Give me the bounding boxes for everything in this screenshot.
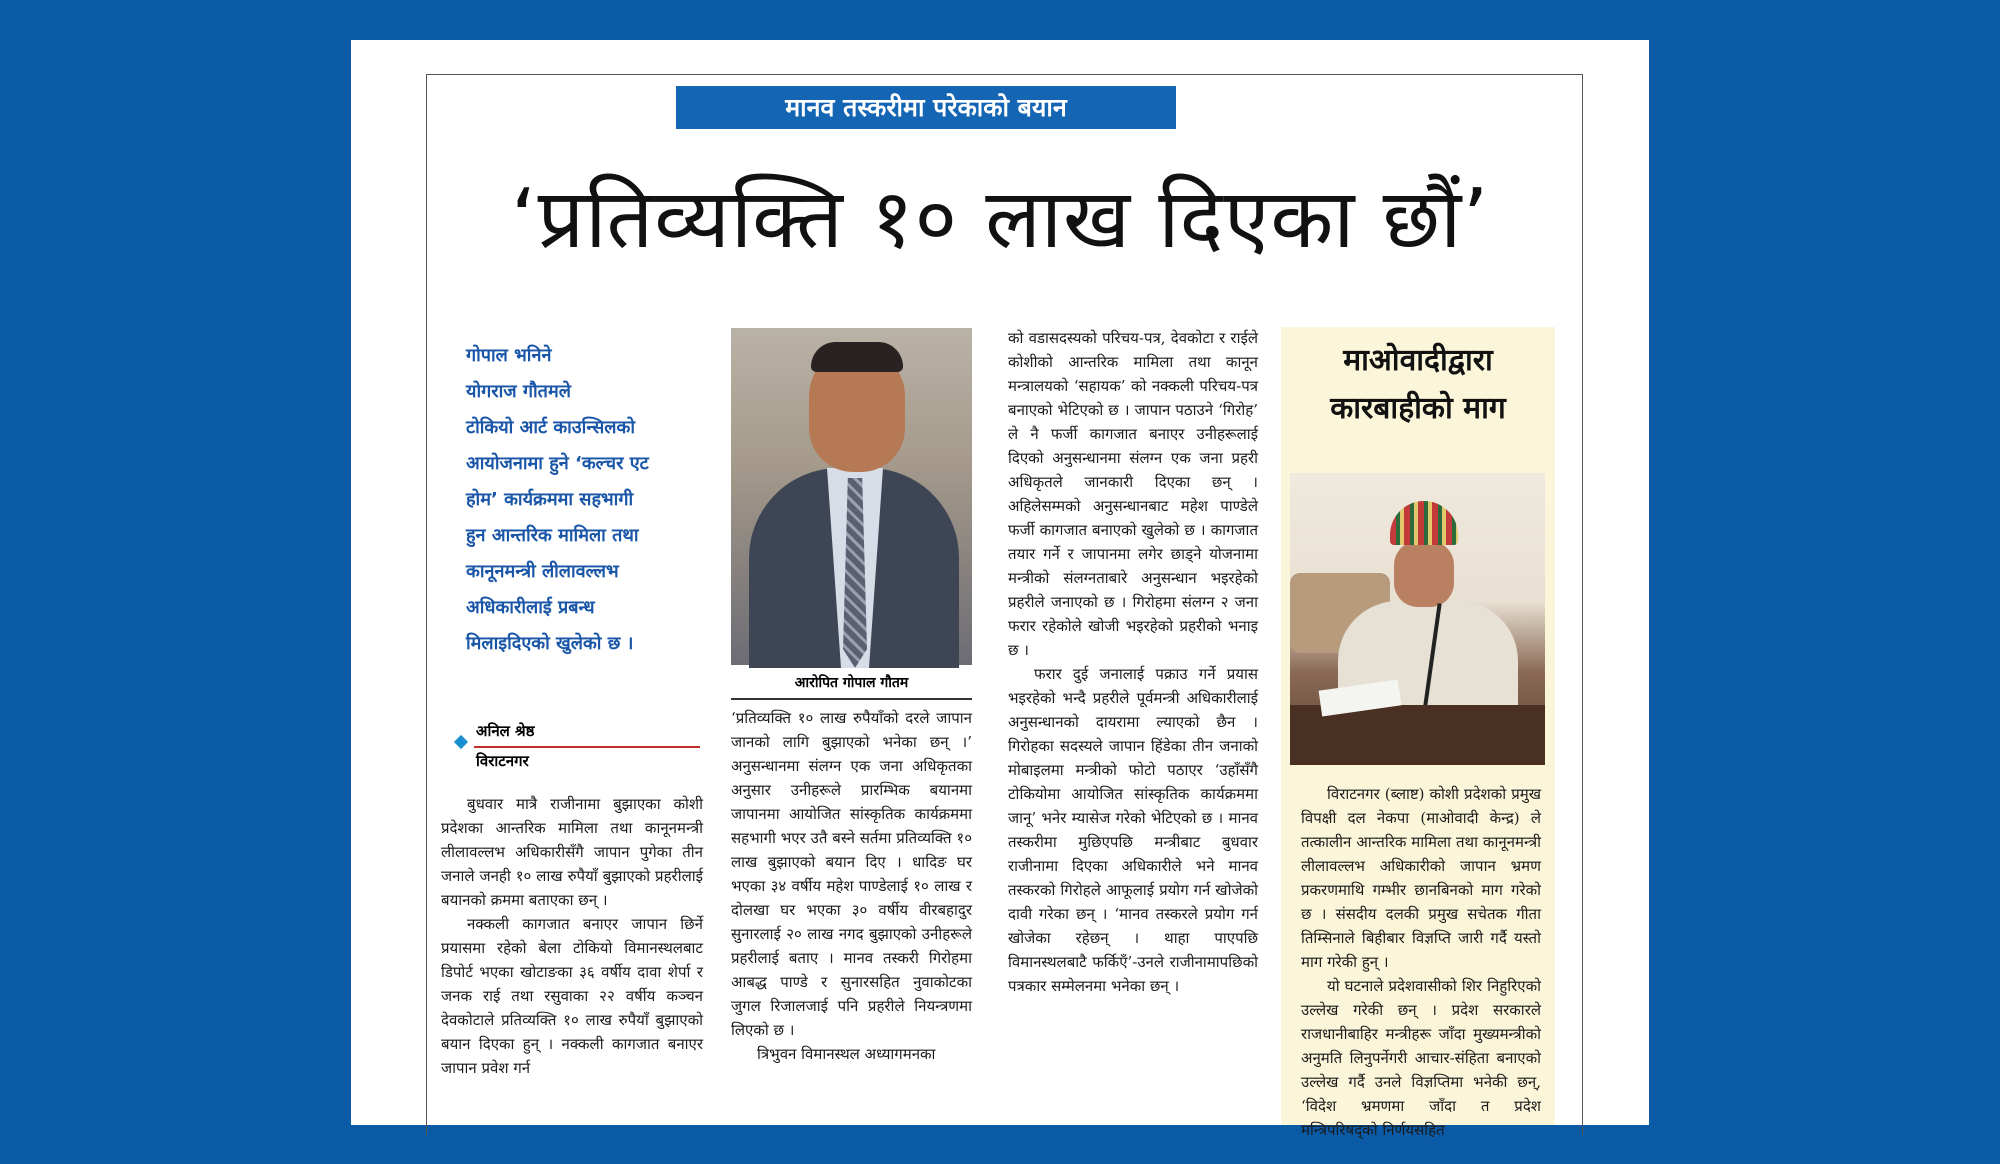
sidebar-title	[1281, 337, 1555, 433]
sidebar-paragraph: विराटनगर (ब्लाष्ट) कोशी प्रदेशको प्रमुख विपक्षी दल नेकपा (माओवादी केन्द्र) ले तत्कालीन आन्तरिक मामिला तथा कानूनमन्त्री लीलावल्लभ अधिकारीको जापान भ्रमण प्रकरणमाथि गम्भीर छानबिनको माग गरेको छ । संसदीय दलकी प्रमुख सचेतक गीता तिम्सिनाले बिहीबार विज्ञप्ति जारी गर्दै यस्तो माग गरेकी हुन् ।	[1301, 785, 1541, 971]
photo-caption: आरोपित गोपाल गौतम	[731, 668, 972, 700]
summary-line: हुन आन्तरिक मामिला तथा	[466, 525, 639, 546]
article-paragraph: बुधवार मात्रै राजीनामा बुझाएका कोशी प्रदेशका आन्तरिक मामिला तथा कानूनमन्त्री लीलावल्लभ अधिकारीसँगै जापान पुगेका तीन जनाले जनही १० लाख रुपैयाँ बुझाएको प्रहरीलाई बयानको क्रममा बताएका छन् ।	[441, 795, 703, 909]
article-paragraph: फरार दुई जनालाई पक्राउ गर्ने प्रयास भइरहेको भन्दै प्रहरीले पूर्वमन्त्री अधिकारीलाई अनुसन्धानको दायरामा ल्याएको छैन । गिरोहका सदस्यले जापान हिंडेका तीन जनाको मोबाइलमा मन्त्रीको फोटो पठाएर ‘उहाँसँगै टोकियोमा आयोजित सांस्कृतिक कार्यक्रममा जानू’ भनेर म्यासेज गरेको भेटिएको छ । मानव तस्करीमा मुछिएपछि मन्त्रीबाट बुधवार राजीनामा दिएका अधिकारीले भने मानव तस्करको गिरोहले आफूलाई प्रयोग गर्न खोजेको दावी गरेका छन् । ‘मानव तस्करले प्रयोग गर्न खोजेका रहेछन् । थाहा पाएपछि विमानस्थलबाटै फर्किएँ’-उनले राजीनामापछिको पत्रकार सम्मेलनमा भनेका छन् ।	[1008, 665, 1258, 995]
summary-intro	[466, 338, 696, 662]
sidebar-title-line: कारबाहीको माग	[1330, 391, 1506, 426]
summary-line: गोपाल भनिने	[466, 345, 552, 366]
kicker-banner: मानव तस्करीमा परेकाको बयान	[676, 86, 1176, 129]
article-column-1	[441, 792, 703, 1080]
summary-line: अधिकारीलाई प्रबन्ध	[466, 597, 595, 618]
summary-line: मिलाइदिएको खुलेको छ ।	[466, 633, 634, 654]
summary-line: होम’ कार्यक्रममा सहभागी	[466, 489, 634, 510]
dateline-place: विराटनगर	[476, 752, 529, 770]
article-paragraph: को वडासदस्यको परिचय-पत्र, देवकोटा र राईले कोशीको आन्तरिक मामिला तथा कानून मन्त्रालयको ‘सहायक’ को नक्कली परिचय-पत्र बनाएको भेटिएको छ । जापान पठाउने ‘गिरोह’ ले नै फर्जी कागजात बनाएर उनीहरूलाई दिएको अनुसन्धानमा संलग्न एक जना प्रहरी अधिकृतले जानकारी दिएका छन् । अहिलेसम्मको अनुसन्धानबाट महेश पाण्डेले फर्जी कागजात बनाएको खुलेको छ । कागजात तयार गर्ने र जापानमा लगेर छाड्ने योजनामा मन्त्रीको संलग्नताबारे अनुसन्धान भइरहेको प्रहरीले जनाएको छ । गिरोहमा संलग्न २ जना फरार रहेकोले खोजी भइरहेको प्रहरीको भनाइ छ ।	[1008, 329, 1258, 659]
author-name: अनिल श्रेष्ठ	[476, 722, 535, 740]
byline-rule	[474, 746, 700, 748]
summary-line: टोकियो आर्ट काउन्सिलको	[466, 417, 635, 438]
sidebar-paragraph: यो घटनाले प्रदेशवासीको शिर निहुरिएको उल्लेख गरेकी छन् । प्रदेश सरकारले राजधानीबाहिर मन्त्रीहरू जाँदा मुख्यमन्त्रीको अनुमति लिनुपर्नेगरी आचार-संहिता बनाएको उल्लेख गर्दै उनले विज्ञप्तिमा भनेकी छन्, ‘विदेश भ्रमणमा जाँदा त प्रदेश मन्त्रिपरिषद्को निर्णयसहित	[1301, 977, 1541, 1139]
summary-line: आयोजनामा हुने ‘कल्चर एट	[466, 453, 649, 474]
article-paragraph: त्रिभुवन विमानस्थल अध्यागमनका	[757, 1045, 936, 1063]
summary-line: योगराज गौतमले	[466, 381, 571, 402]
newspaper-page	[351, 40, 1649, 1139]
sidebar-text	[1301, 782, 1541, 1142]
portrait-photo-gopal-gautam	[731, 328, 972, 665]
photo-minister-at-desk	[1290, 473, 1545, 758]
article-column-2	[731, 706, 972, 1066]
article-column-3	[1008, 326, 1258, 998]
article-paragraph: नक्कली कागजात बनाएर जापान छिर्ने प्रयासमा रहेको बेला टोकियो विमानस्थलबाट डिपोर्ट भएका खोटाङका ३६ वर्षीय दावा शेर्पा र जनक राई तथा रसुवाका २२ वर्षीय कञ्चन देवकोटाले प्रतिव्यक्ति १० लाख रुपैयाँ बुझाएको बयान दिएका हुन् । नक्कली कागजात बनाएर जापान प्रवेश गर्न	[441, 915, 703, 1077]
summary-line: कानूनमन्त्री लीलावल्लभ	[466, 561, 619, 582]
sidebar-box	[1281, 327, 1555, 1139]
article-paragraph: ‘प्रतिव्यक्ति १० लाख रुपैयाँको दरले जापान जानको लागि बुझाएको भनेका छन् ।’ अनुसन्धानमा संलग्न एक जना अधिकृतका अनुसार उनीहरूले प्रारम्भिक बयानमा जापानमा आयोजित सांस्कृतिक कार्यक्रममा सहभागी भएर उतै बस्ने सर्तमा प्रतिव्यक्ति १० लाख बुझाएको बयान दिए । धादिङ घर भएका ३४ वर्षीय महेश पाण्डेलाई १० लाख र दोलखा घर भएका ३० वर्षीय वीरबहादुर सुनारलाई २० लाख नगद बुझाएको उनीहरूले प्रहरीलाई बताए । मानव तस्करी गिरोहमा आबद्ध पाण्डे र सुनारसहित नुवाकोटका जुगल रिजालजाई पनि प्रहरीले नियन्त्रणमा लिएको छ ।	[731, 709, 972, 1039]
sidebar-title-line: माओवादीद्वारा	[1343, 343, 1493, 378]
headline: ‘प्रतिव्यक्ति १० लाख दिएका छौं’	[510, 172, 1490, 267]
